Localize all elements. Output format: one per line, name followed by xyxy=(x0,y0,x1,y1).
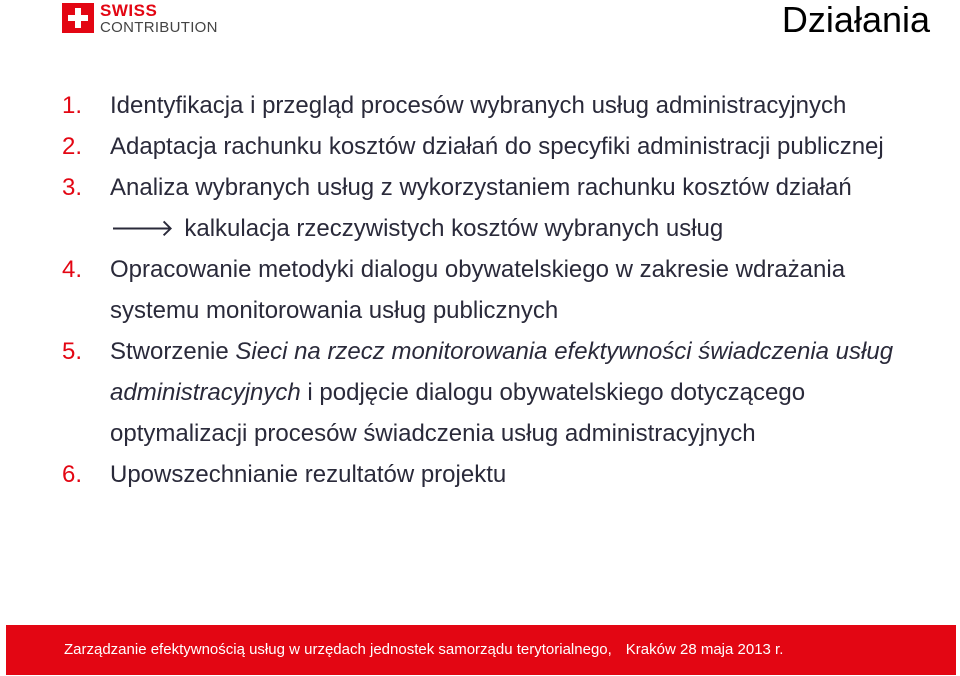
list-item xyxy=(62,126,932,167)
item-number: 1. xyxy=(62,92,83,119)
footer-text: Zarządzanie efektywnością usług w urzędach jednostek samorządu terytorialnego, xyxy=(64,641,612,658)
item-text-pre: Stworzenie xyxy=(110,338,236,365)
logo-line-contribution: CONTRIBUTION xyxy=(100,18,218,36)
item-number: 2. xyxy=(62,133,83,160)
logo-line-swiss: SWISS xyxy=(100,0,158,20)
item-text: Analiza wybranych usług z wykorzystaniem rachunku kosztów działań xyxy=(110,174,852,201)
item-text: Adaptacja rachunku kosztów działań do specyfiki administracji publicznej xyxy=(110,133,884,160)
item-text-italic: Sieci na rzecz monitorowania efektywności świadczenia usług administracyjnych xyxy=(110,338,894,406)
item-text-post: i podjęcie dialogu obywatelskiego dotyczącego optymalizacji procesów świadczenia usług administracyjnych xyxy=(110,379,806,447)
item-number: 5. xyxy=(62,338,83,365)
item-text: Identyfikacja i przegląd procesów wybranych usług administracyjnych xyxy=(110,92,847,119)
slide-title: Działania xyxy=(781,0,930,40)
list-item xyxy=(62,454,932,495)
item-text-block xyxy=(110,167,932,249)
item-number: 6. xyxy=(62,461,83,488)
item-subtext: kalkulacja rzeczywistych kosztów wybranych usług xyxy=(184,215,724,242)
logo-text xyxy=(100,2,218,35)
swiss-cross-icon xyxy=(62,3,94,33)
item-text: Opracowanie metodyki dialogu obywatelskiego w zakresie wdrażania systemu monitorowania usług publicznych xyxy=(110,256,846,324)
list-item xyxy=(62,167,932,249)
list-item xyxy=(62,249,932,331)
item-number: 4. xyxy=(62,256,83,283)
footer-place-date: Kraków 28 maja 2013 r. xyxy=(625,641,784,658)
list-item xyxy=(62,85,932,126)
item-number: 3. xyxy=(62,174,83,201)
swiss-contribution-logo xyxy=(62,0,218,36)
item-text-block xyxy=(110,331,932,454)
footer-bar xyxy=(6,625,956,675)
list-item xyxy=(62,331,932,454)
action-list xyxy=(62,85,932,495)
item-text: Upowszechnianie rezultatów projektu xyxy=(110,461,507,488)
arrow-right-icon: 🡒 xyxy=(110,214,175,242)
